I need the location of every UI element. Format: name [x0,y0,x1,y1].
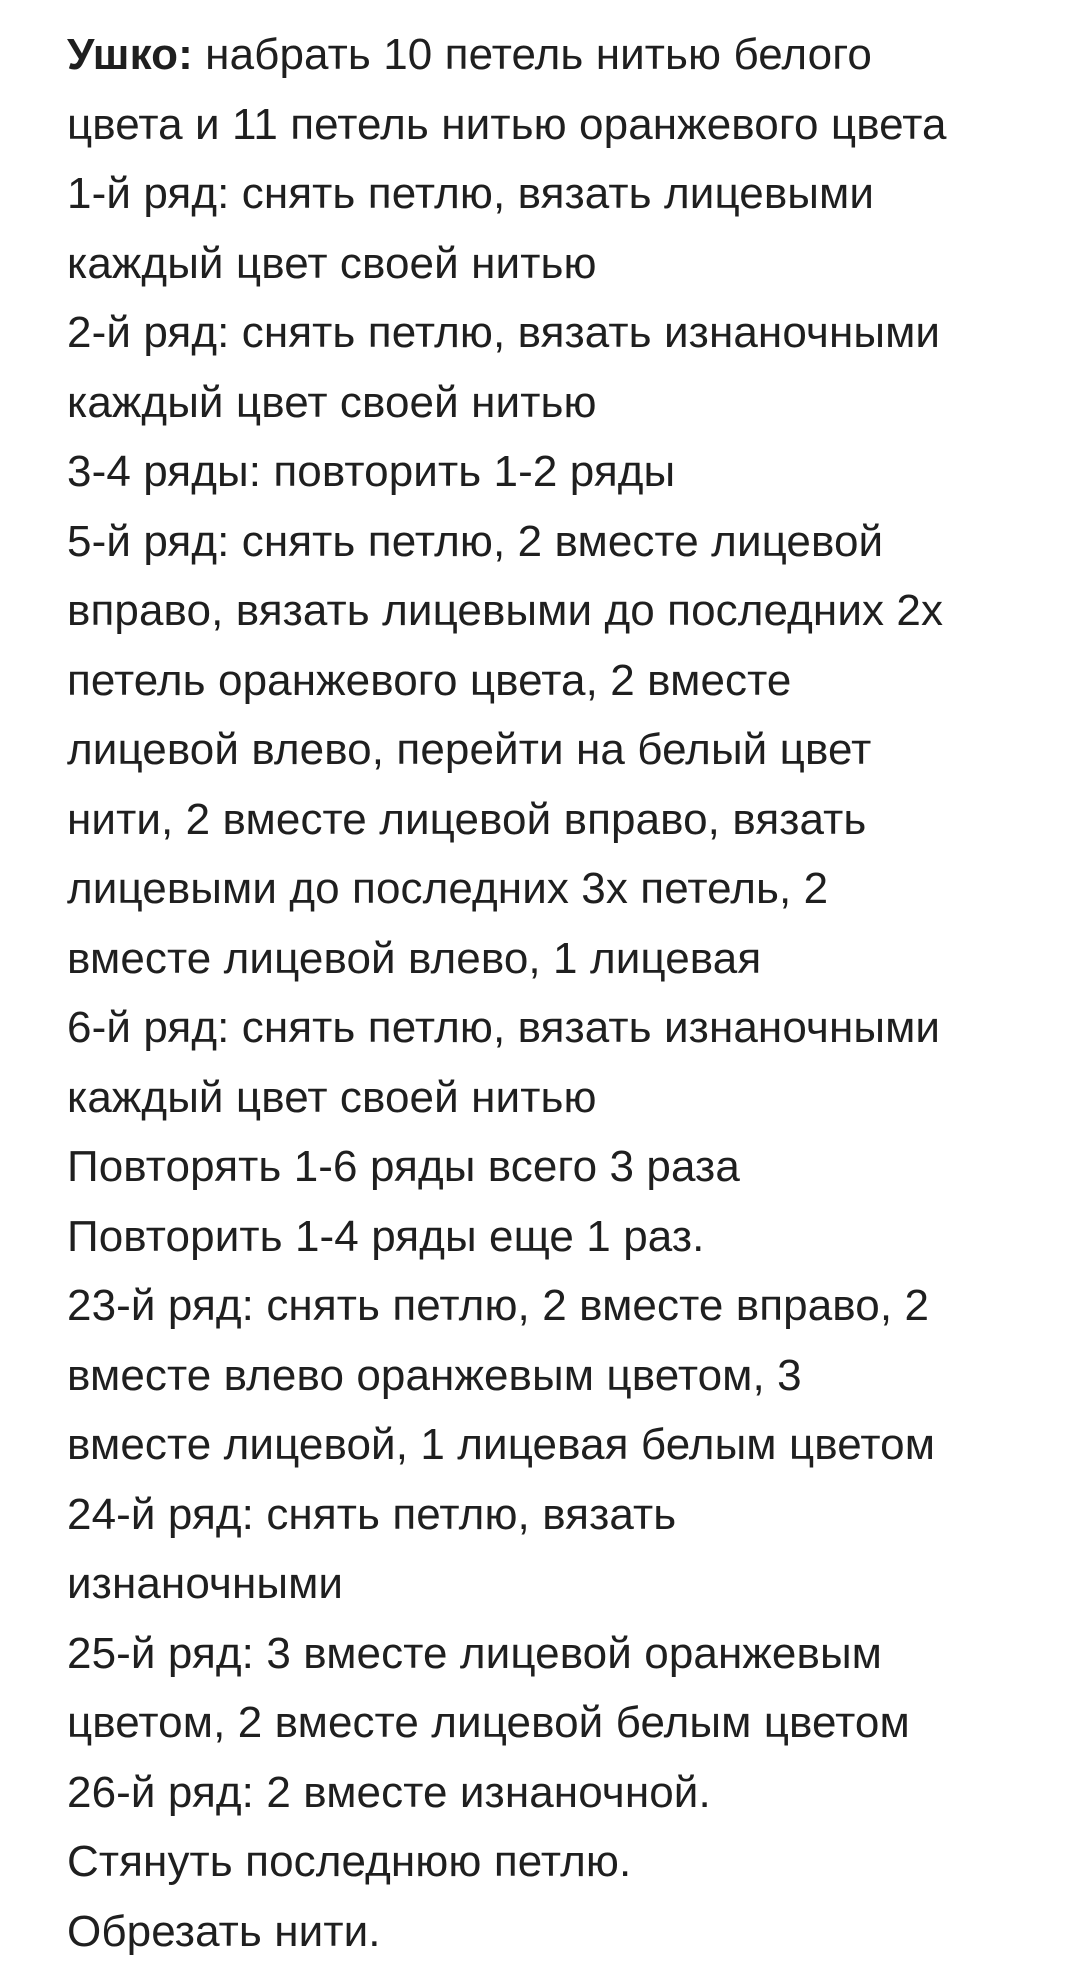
text-line-27: Стянуть последнюю петлю. [67,1827,1067,1897]
text-line-17: Повторять 1-6 ряды всего 3 раза [67,1132,1067,1202]
text-line-14: вместе лицевой влево, 1 лицевая [67,924,1067,994]
text-line-28: Обрезать нити. [67,1897,1067,1966]
text-line-16: каждый цвет своей нитью [67,1063,1067,1133]
text-line-12: нити, 2 вместе лицевой вправо, вязать [67,785,1067,855]
text-line-20: вместе влево оранжевым цветом, 3 [67,1341,1067,1411]
text-line-21: вместе лицевой, 1 лицевая белым цветом [67,1410,1067,1480]
text-line-11: лицевой влево, перейти на белый цвет [67,715,1067,785]
text-line-19: 23-й ряд: снять петлю, 2 вместе вправо, 2 [67,1271,1067,1341]
text-line-4: каждый цвет своей нитью [67,229,1067,299]
text-line-26: 26-й ряд: 2 вместе изнаночной. [67,1758,1067,1828]
text-line-2: цвета и 11 петель нитью оранжевого цвета [67,90,1067,160]
text-line-10: петель оранжевого цвета, 2 вместе [67,646,1067,716]
text-line-6: каждый цвет своей нитью [67,368,1067,438]
text-line-23: изнаночными [67,1549,1067,1619]
text-line-7: 3-4 ряды: повторить 1-2 ряды [67,437,1067,507]
text-line-8: 5-й ряд: снять петлю, 2 вместе лицевой [67,507,1067,577]
text-line-13: лицевыми до последних 3х петель, 2 [67,854,1067,924]
text-line-1-content: набрать 10 петель нитью белого [193,30,872,79]
text-line-1 [67,20,1067,90]
text-line-9: вправо, вязать лицевыми до последних 2х [67,576,1067,646]
text-line-18: Повторить 1-4 ряды еще 1 раз. [67,1202,1067,1272]
knitting-instructions [67,20,1067,1966]
text-line-15: 6-й ряд: снять петлю, вязать изнаночными [67,993,1067,1063]
text-line-22: 24-й ряд: снять петлю, вязать [67,1480,1067,1550]
section-title: Ушко: [67,30,193,79]
text-line-5: 2-й ряд: снять петлю, вязать изнаночными [67,298,1067,368]
text-line-24: 25-й ряд: 3 вместе лицевой оранжевым [67,1619,1067,1689]
text-line-3: 1-й ряд: снять петлю, вязать лицевыми [67,159,1067,229]
text-line-25: цветом, 2 вместе лицевой белым цветом [67,1688,1067,1758]
